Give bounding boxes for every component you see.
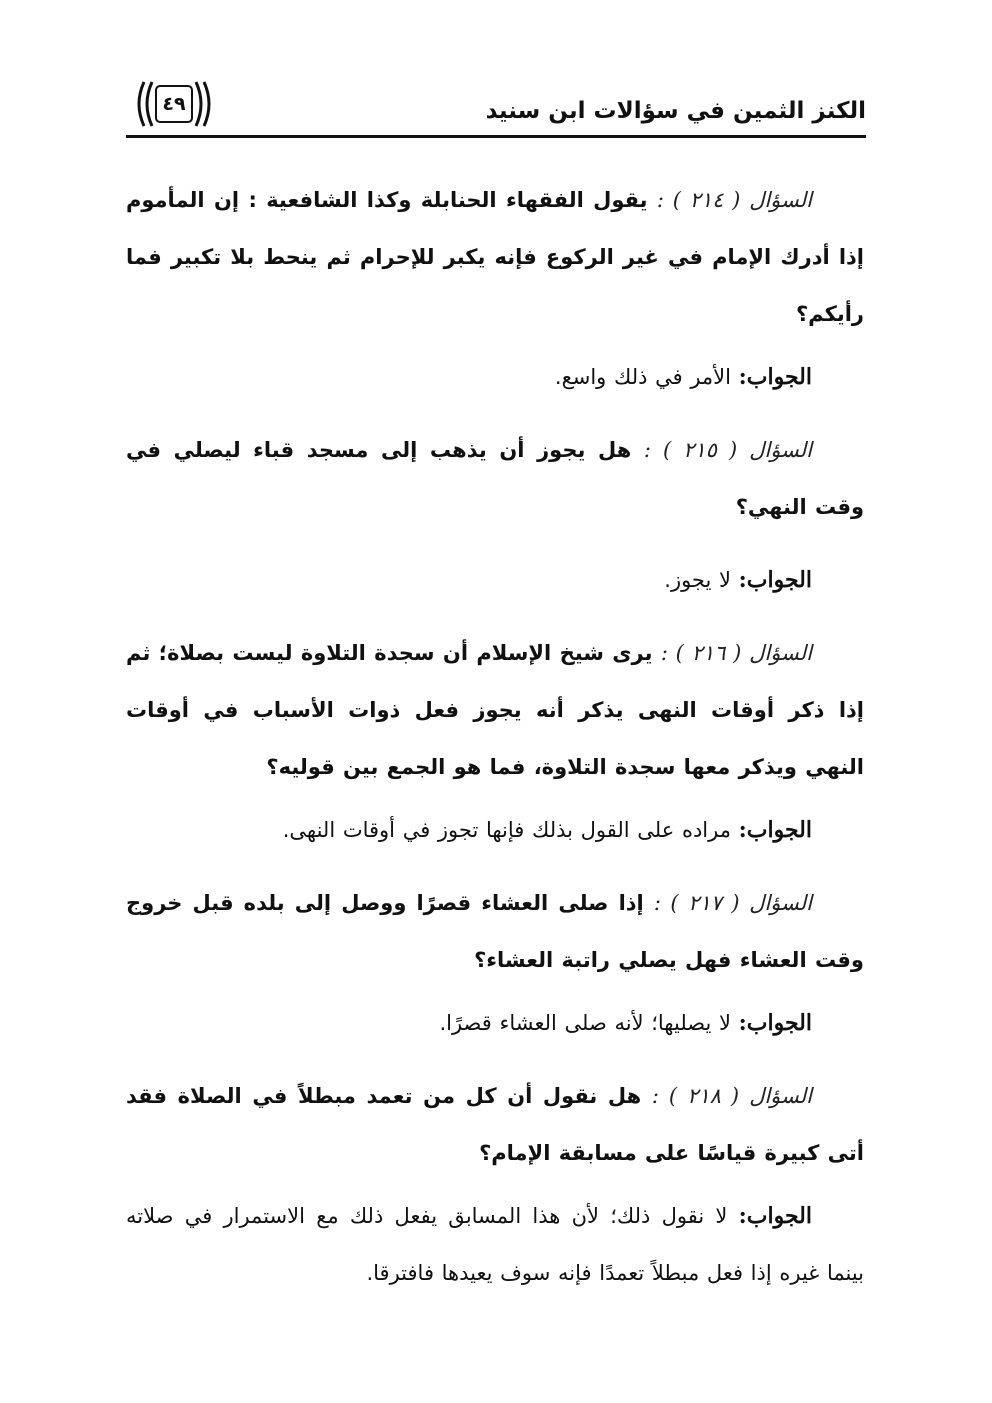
question-label: السؤال ( ٢١٦ ) : — [660, 641, 813, 665]
answer-paragraph — [126, 802, 864, 859]
question-label: السؤال ( ٢١٧ ) : — [653, 891, 813, 915]
answer-paragraph — [126, 995, 864, 1052]
qa-item — [126, 875, 864, 1068]
answer-paragraph — [126, 349, 864, 406]
answer-text: لا يصليها؛ لأنه صلى العشاء قصرًا. — [439, 1011, 731, 1035]
answer-text: مراده على القول بذلك فإنها تجوز في أوقات النهى. — [282, 818, 731, 842]
answer-label: الجواب: — [738, 1203, 812, 1229]
answer-paragraph — [126, 552, 864, 609]
qa-item — [126, 625, 864, 875]
question-paragraph — [126, 625, 864, 796]
answer-label: الجواب: — [738, 567, 812, 593]
page-number: ٤٩ — [162, 93, 186, 115]
answer-paragraph — [126, 1188, 864, 1302]
answer-text: لا يجوز. — [664, 568, 731, 592]
answer-label: الجواب: — [738, 1010, 812, 1036]
question-paragraph — [126, 875, 864, 989]
question-paragraph — [126, 172, 864, 343]
question-paragraph — [126, 1068, 864, 1182]
qa-item — [126, 172, 864, 422]
qa-content — [126, 172, 864, 1302]
question-text: إذا صلى العشاء قصرًا ووصل إلى بلده قبل خروج وقت العشاء فهل يصلي راتبة العشاء؟ — [126, 891, 864, 972]
answer-label: الجواب: — [738, 364, 812, 390]
question-text: يقول الفقهاء الحنابلة وكذا الشافعية : إن المأموم إذا أدرك الإمام في غير الركوع فإنه يكبر للإحرام ثم ينحط بلا تكبير فما رأيكم؟ — [126, 188, 864, 326]
question-text: هل يجوز أن يذهب إلى مسجد قباء ليصلي في وقت النهي؟ — [126, 438, 864, 519]
question-paragraph — [126, 422, 864, 536]
question-text: يرى شيخ الإسلام أن سجدة التلاوة ليست بصلاة؛ ثم إذا ذكر أوقات النهى يذكر أنه يجوز فعل ذوات الأسباب في أوقات النهي ويذكر معها سجدة التلاوة، فما هو الجمع بين قوليه؟ — [126, 641, 864, 779]
page-number-frame — [130, 78, 218, 130]
answer-label: الجواب: — [738, 817, 812, 843]
question-label: السؤال ( ٢١٨ ) : — [651, 1084, 812, 1108]
question-label: السؤال ( ٢١٤ ) : — [656, 188, 812, 212]
qa-item — [126, 422, 864, 625]
answer-text: الأمر في ذلك واسع. — [554, 365, 731, 389]
header-divider — [126, 135, 866, 138]
qa-item — [126, 1068, 864, 1302]
question-text: هل نقول أن كل من تعمد مبطلاً في الصلاة فقد أتى كبيرة قياسًا على مسابقة الإمام؟ — [126, 1084, 864, 1165]
question-label: السؤال ( ٢١٥ ) : — [643, 438, 813, 462]
page-header — [126, 72, 866, 138]
book-title: الكنز الثمين في سؤالات ابن سنيد — [485, 98, 866, 124]
answer-text: لا نقول ذلك؛ لأن هذا المسابق يفعل ذلك مع الاستمرار في صلاته بينما غيره إذا فعل مبطلاً تعمدًا فإنه سوف يعيدها فافترقا. — [126, 1204, 864, 1285]
